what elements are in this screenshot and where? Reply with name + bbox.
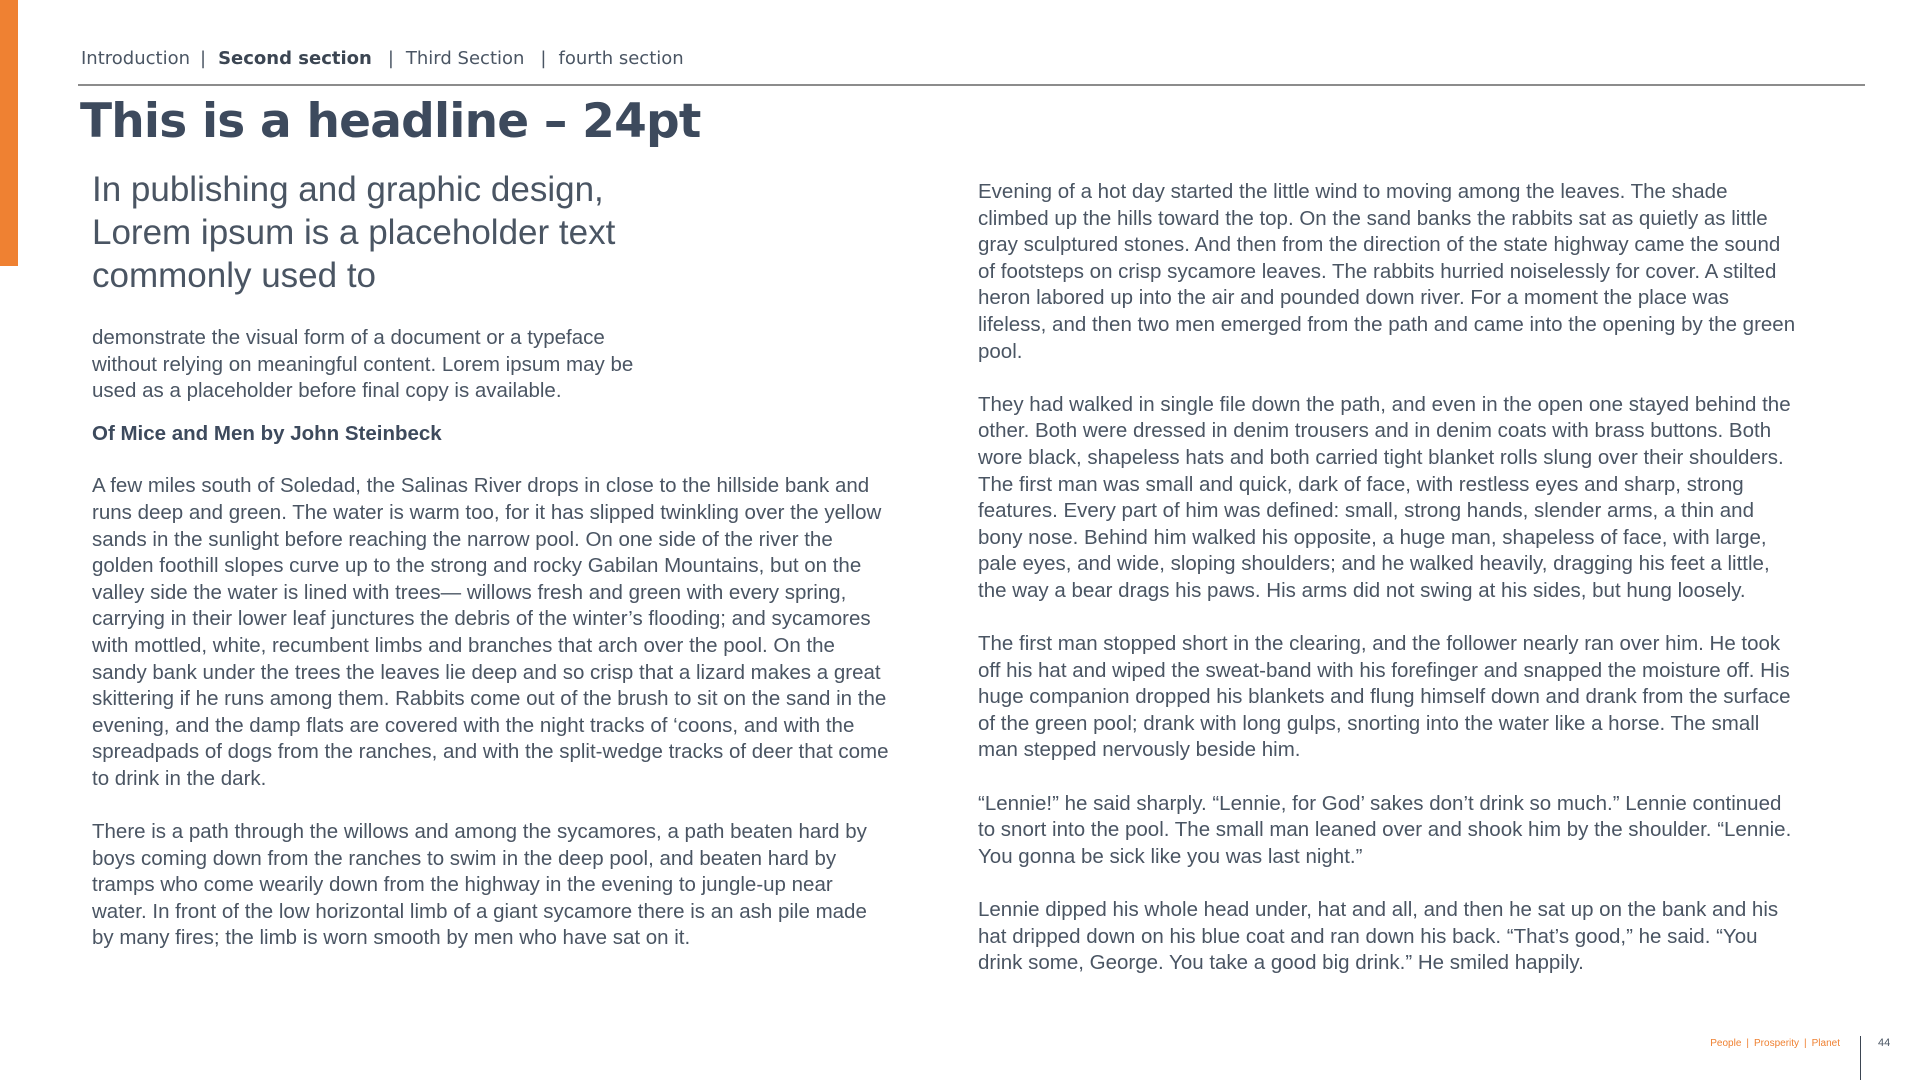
nav-separator: | — [540, 48, 547, 69]
right-column — [978, 179, 1798, 977]
lead-line: Lorem ipsum is a placeholder text — [92, 213, 616, 252]
nav-item-fourth-section[interactable]: fourth section — [558, 48, 684, 69]
header-divider — [78, 84, 1865, 86]
nav-item-third-section[interactable]: Third Section — [405, 48, 525, 69]
footer-link-people[interactable]: People — [1710, 1038, 1742, 1049]
accent-bar — [0, 0, 18, 266]
body-paragraph: Lennie dipped his whole head under, hat and all, and then he sat up on the bank and his hat dripped down on his blue coat and ran down his back. “That’s good,” he said. “You drink some, George. You take a good big drink.” He smiled happily. — [978, 898, 1779, 975]
nav-separator: | — [387, 48, 394, 69]
nav-separator: | — [200, 48, 207, 69]
footer-links — [1710, 1038, 1840, 1049]
book-title: Of Mice and Men by John Steinbeck — [92, 421, 442, 445]
nav-item-second-section[interactable]: Second section — [218, 48, 372, 69]
page-headline: This is a headline – 24pt — [80, 94, 701, 149]
page-number: 44 — [1878, 1037, 1891, 1049]
footer-separator: | — [1746, 1038, 1750, 1049]
body-paragraph: “Lennie!” he said sharply. “Lennie, for God’ sakes don’t drink so much.” Lennie continued to snort into the pool. The small man leaned over and shook him by the shoulder. “Lennie. You gonna be sick like you was last night.” — [978, 791, 1792, 868]
footer-link-planet[interactable]: Planet — [1811, 1038, 1840, 1049]
left-column — [92, 168, 892, 952]
body-paragraph: There is a path through the willows and among the sycamores, a path beaten hard by boys coming down from the ranches to swim in the deep pool, and beaten hard by tramps who come wearily down from the highway in the evening to jungle-up near water. In front of the low horizontal limb of a giant sycamore there is an ash pile made by many fires; the limb is worn smooth by men who have sat on it. — [92, 820, 867, 950]
nav-item-introduction[interactable]: Introduction — [81, 48, 191, 69]
lead-paragraph — [92, 168, 892, 297]
footer-link-prosperity[interactable]: Prosperity — [1754, 1038, 1800, 1049]
body-paragraph: The first man stopped short in the clearing, and the follower nearly ran over him. He took off his hat and wiped the sweat-band with his forefinger and snapped the moisture off. His huge companion dropped his blankets and flung himself down and drank from the surface of the green pool; drank with long gulps, snorting into the water like a horse. The small man stepped nervously beside him. — [978, 632, 1791, 762]
lead-line: commonly used to — [92, 256, 377, 295]
body-paragraph: A few miles south of Soledad, the Salinas River drops in close to the hillside bank and runs deep and green. The water is warm too, for it has slipped twinkling over the yellow sands in the sunlight before reaching the narrow pool. On one side of the river the golden foothill slopes curve up to the strong and rocky Gabilan Mountains, but on the valley side the water is lined with trees— willows fresh and green with every spring, carrying in their lower leaf junctures the debris of the winter’s flooding; and sycamores with mottled, white, recumbent limbs and branches that arch over the pool. On the sandy bank under the trees the leaves lie deep and so crisp that a lizard makes a great skittering if he runs among them. Rabbits come out of the brush to sit on the sand in the evening, and the damp flats are covered with the night tracks of ‘coons, and with the spreadpads of dogs from the ranches, and with the split-wedge tracks of deer that come to drink in the dark. — [92, 474, 889, 790]
section-nav — [81, 48, 684, 69]
lead-line: In publishing and graphic design, — [92, 170, 604, 209]
footer-separator: | — [1804, 1038, 1807, 1049]
body-paragraph: Evening of a hot day started the little wind to moving among the leaves. The shade climbed up the hills toward the top. On the sand banks the rabbits sat as quietly as little gray sculptured stones. And then from the direction of the state highway came the sound of footsteps on crisp sycamore leaves. The rabbits hurried noiselessly for cover. A stilted heron labored up into the air and pounded down river. For a moment the place was lifeless, and then two men emerged from the path and came into the opening by the green pool. — [978, 180, 1796, 363]
intro-paragraph: demonstrate the visual form of a document or a typeface without relying on meaningful content. Lorem ipsum may be used as a placeholder before final copy is available. — [92, 326, 634, 403]
body-paragraph: They had walked in single file down the path, and even in the open one stayed behind the other. Both were dressed in denim trousers and in denim coats with brass buttons. Both wore black, shapeless hats and both carried tight blanket rolls slung over their shoulders. The first man was small and quick, dark of face, with restless eyes and sharp, strong features. Every part of him was defined: small, strong hands, slender arms, a thin and bony nose. Behind him walked his opposite, a huge man, shapeless of face, with large, pale eyes, and wide, sloping shoulders; and he walked heavily, dragging his feet a little, the way a bear drags his paws. His arms did not swing at his sides, but hung loosely. — [978, 392, 1791, 602]
footer-divider — [1860, 1036, 1861, 1080]
